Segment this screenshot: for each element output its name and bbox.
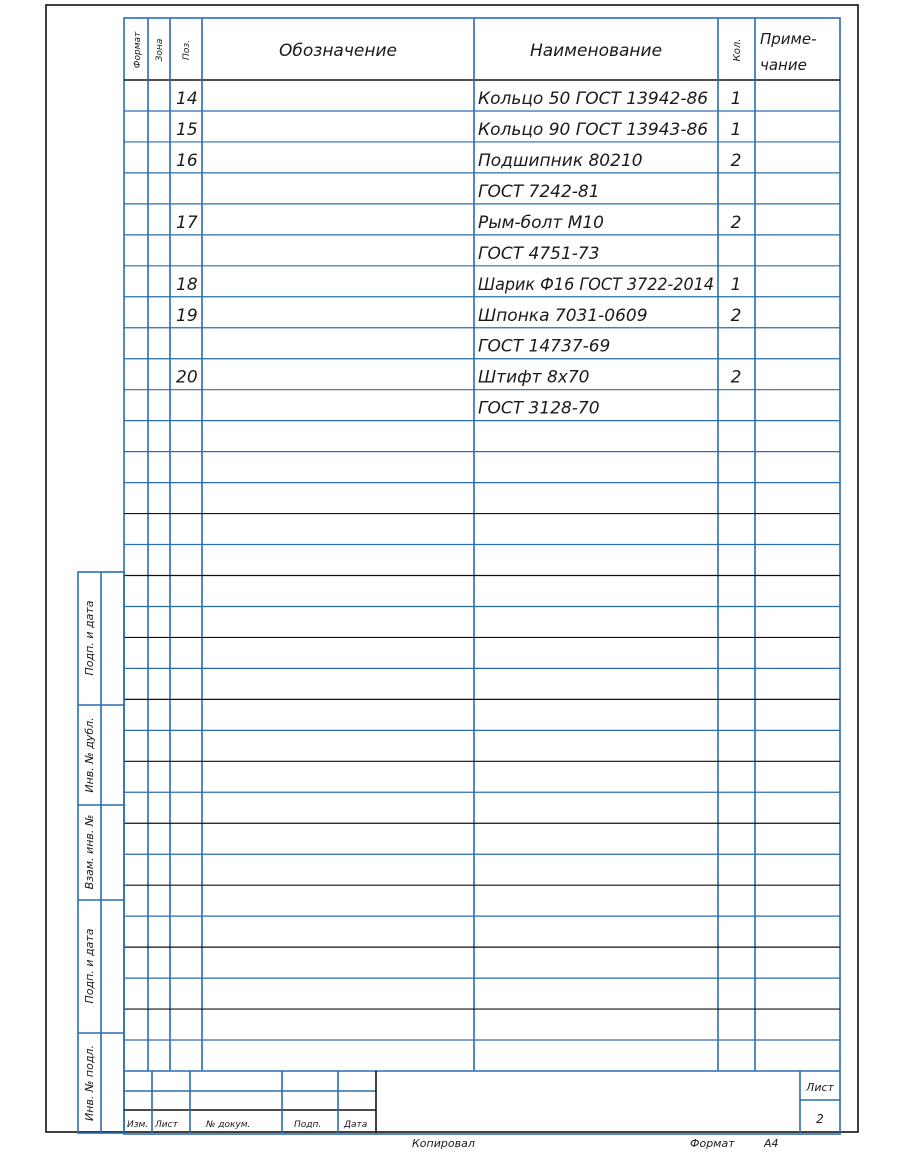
table-row (176, 368, 741, 388)
header-zone: Зона (155, 38, 165, 62)
row-qty: 2 (730, 367, 742, 388)
table-row (478, 399, 600, 419)
row-name: Кольцо 50 ГОСТ 13942-86 (478, 88, 709, 109)
table-row (176, 151, 741, 171)
table-row (478, 182, 600, 202)
table-row (176, 213, 741, 233)
header-note-line1: Приме- (760, 30, 817, 48)
row-name: Рым-болт М10 (478, 212, 604, 233)
row-pos: 20 (176, 367, 198, 388)
table-row (478, 337, 610, 357)
row-qty: 2 (730, 212, 742, 233)
header-designation: Обозначение (279, 41, 397, 61)
table-row (176, 89, 741, 109)
row-name: Шпонка 7031-0609 (478, 305, 648, 326)
spec-rows (176, 89, 741, 419)
row-qty: 1 (730, 274, 742, 295)
row-qty: 1 (730, 88, 742, 109)
tb-list: Лист (155, 1120, 178, 1130)
sheet-border (46, 5, 858, 1132)
side-sign-date-2: Подп. и дата (83, 928, 96, 1004)
header-name: Наименование (529, 41, 663, 61)
row-name: Штифт 8х70 (478, 367, 590, 388)
tb-izm: Изм. (127, 1120, 149, 1130)
footer (412, 1137, 779, 1150)
row-pos: 18 (176, 274, 198, 295)
row-name: ГОСТ 4751-73 (478, 243, 600, 264)
footer-format-value: А4 (764, 1137, 779, 1150)
side-stamp (78, 572, 124, 1133)
row-name: ГОСТ 7242-81 (478, 181, 600, 202)
row-pos: 19 (176, 305, 198, 326)
row-name: Кольцо 90 ГОСТ 13943-86 (478, 119, 709, 140)
row-qty: 2 (730, 150, 742, 171)
side-inv-orig: Инв. № подл. (83, 1045, 96, 1121)
row-name: ГОСТ 3128-70 (478, 398, 600, 419)
header-format: Формат (133, 31, 143, 69)
table-row (176, 275, 741, 295)
tb-sign: Подп. (294, 1120, 322, 1130)
side-inst-inv: Взам. инв. № (83, 814, 96, 890)
tb-date: Дата (344, 1120, 368, 1130)
row-pos: 16 (176, 150, 198, 171)
row-pos: 17 (176, 212, 198, 233)
tb-sheet-number: 2 (816, 1112, 824, 1126)
tb-sheet-label: Лист (806, 1081, 834, 1094)
table-row (176, 306, 741, 326)
table-row (176, 120, 741, 140)
header-pos: Поз. (182, 40, 192, 60)
header-qty: Кол. (732, 38, 743, 62)
table-row (478, 244, 600, 264)
header-note-line2: чание (760, 56, 807, 74)
footer-copied: Копировал (412, 1137, 475, 1150)
title-block (124, 1071, 840, 1133)
row-qty: 1 (730, 119, 742, 140)
row-qty: 2 (730, 305, 742, 326)
row-name: Подшипник 80210 (478, 150, 643, 171)
row-name: Шарик Ф16 ГОСТ 3722-2014 (478, 274, 714, 295)
side-sign-date-1: Подп. и дата (83, 600, 96, 676)
row-pos: 14 (176, 88, 198, 109)
tb-doc-no: № докум. (206, 1120, 251, 1130)
row-name: ГОСТ 14737-69 (478, 336, 611, 357)
row-pos: 15 (176, 119, 198, 140)
footer-format-label: Формат (690, 1137, 735, 1150)
side-inv-dup: Инв. № дубл. (83, 717, 96, 793)
